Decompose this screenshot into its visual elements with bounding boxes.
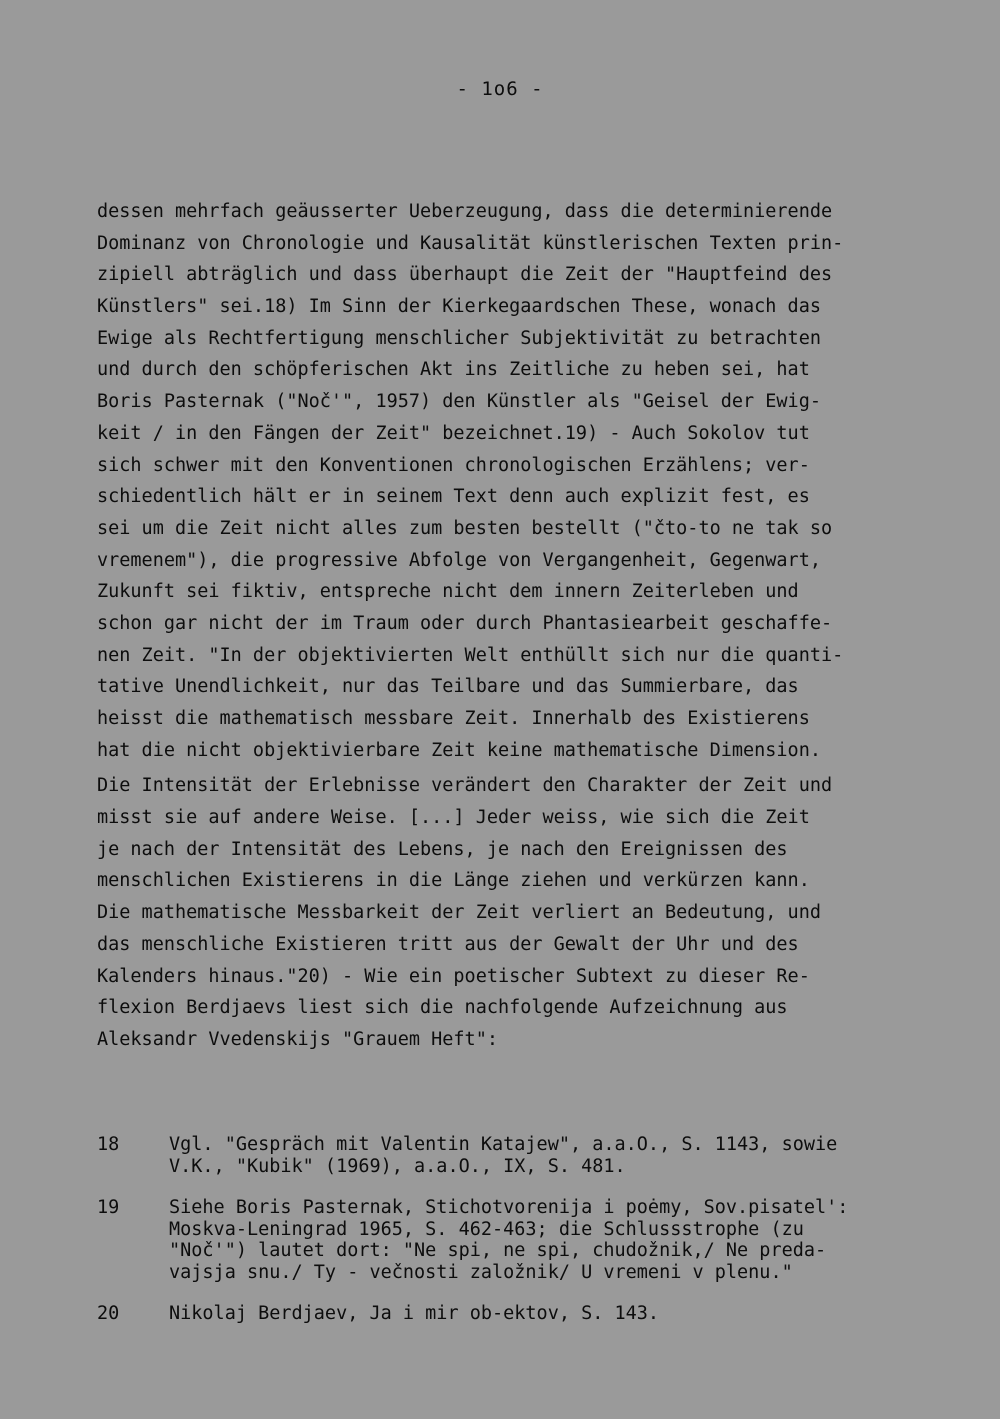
footnote-line: "Noč'") lautet dort: "Ne spi, ne spi, chudožnik,/ Ne preda-	[169, 1240, 827, 1261]
text-line: Zukunft sei fiktiv, entspreche nicht dem innern Zeiterleben und	[97, 581, 799, 603]
footnotes	[97, 1134, 917, 1345]
text-line: keit / in den Fängen der Zeit" bezeichnet.19) - Auch Sokolov tut	[97, 422, 810, 444]
text-line: schon gar nicht der im Traum oder durch Phantasiearbeit geschaffe-	[97, 612, 833, 634]
footnote-text	[169, 1197, 917, 1283]
text-line: je nach der Intensität des Lebens, je nach den Ereignissen des	[97, 838, 788, 860]
text-line: Die Intensität der Erlebnisse verändert den Charakter der Zeit und	[97, 775, 833, 797]
text-line: vremenem"), die progressive Abfolge von Vergangenheit, Gegenwart,	[97, 549, 821, 571]
text-line: Dominanz von Chronologie und Kausalität künstlerischen Texten prin-	[97, 232, 844, 254]
footnote-line: Vgl. "Gespräch mit Valentin Katajew", a.a.O., S. 1143, sowie	[169, 1134, 838, 1155]
text-line: misst sie auf andere Weise. [...] Jeder weiss, wie sich die Zeit	[97, 807, 810, 829]
text-line: tative Unendlichkeit, nur das Teilbare und das Summierbare, das	[97, 676, 799, 698]
text-line: Kalenders hinaus."20) - Wie ein poetischer Subtext zu dieser Re-	[97, 965, 810, 987]
text-line: sei um die Zeit nicht alles zum besten bestellt ("čto-to ne tak so	[97, 517, 833, 539]
footnote-number: 18	[97, 1134, 120, 1155]
text-line: menschlichen Existierens in die Länge ziehen und verkürzen kann.	[97, 870, 810, 892]
text-line: das menschliche Existieren tritt aus der Gewalt der Uhr und des	[97, 933, 799, 955]
footnote-19	[97, 1197, 917, 1283]
text-line: Boris Pasternak ("Noč'", 1957) den Künstler als "Geisel der Ewig-	[97, 391, 821, 413]
text-line: schiedentlich hält er in seinem Text denn auch explizit fest, es	[97, 486, 810, 508]
text-line: heisst die mathematisch messbare Zeit. Innerhalb des Existierens	[97, 708, 810, 729]
text-line: Ewige als Rechtfertigung menschlicher Subjektivität zu betrachten	[97, 327, 821, 349]
text-line: Künstlers" sei.18) Im Sinn der Kierkegaardschen These, wonach das	[97, 296, 821, 318]
footnote-line: Nikolaj Berdjaev, Ja i mir ob-ektov, S. 143.	[169, 1303, 660, 1324]
page-number: - 1o6 -	[456, 78, 544, 100]
footnote-number: 20	[97, 1303, 120, 1324]
footnote-line: Siehe Boris Pasternak, Stichotvorenija i poėmy, Sov.pisatel':	[169, 1197, 849, 1218]
text-line: dessen mehrfach geäusserter Ueberzeugung, dass die determinierende	[97, 201, 833, 222]
footnote-text	[169, 1134, 917, 1177]
text-line: flexion Berdjaevs liest sich die nachfolgende Aufzeichnung aus	[97, 997, 788, 1019]
text-line: hat die nicht objektivierbare Zeit keine mathematische Dimension.	[97, 739, 821, 761]
footnote-line: Moskva-Leningrad 1965, S. 462-463; die Schlussstrophe (zu	[169, 1218, 804, 1240]
text-line: Aleksandr Vvedenskijs "Grauem Heft":	[97, 1028, 498, 1050]
footnote-line: V.K., "Kubik" (1969), a.a.O., IX, S. 481.	[169, 1155, 626, 1177]
text-line: sich schwer mit den Konventionen chronologischen Erzählens; ver-	[97, 454, 810, 476]
footnote-18	[97, 1134, 917, 1177]
footnote-text	[169, 1303, 917, 1325]
footnote-20	[97, 1303, 917, 1325]
footnote-number: 19	[97, 1197, 120, 1218]
text-line: zipiell abträglich und dass überhaupt die Zeit der "Hauptfeind des	[97, 264, 833, 286]
text-line: Die mathematische Messbarkeit der Zeit verliert an Bedeutung, und	[97, 902, 821, 924]
body-text	[97, 196, 917, 1056]
text-line: nen Zeit. "In der objektivierten Welt enthüllt sich nur die quanti-	[97, 644, 844, 666]
footnote-line: vajsja snu./ Ty - večnosti založnik/ U vremeni v plenu."	[169, 1261, 793, 1283]
text-line: und durch den schöpferischen Akt ins Zeitliche zu heben sei, hat	[97, 359, 810, 381]
